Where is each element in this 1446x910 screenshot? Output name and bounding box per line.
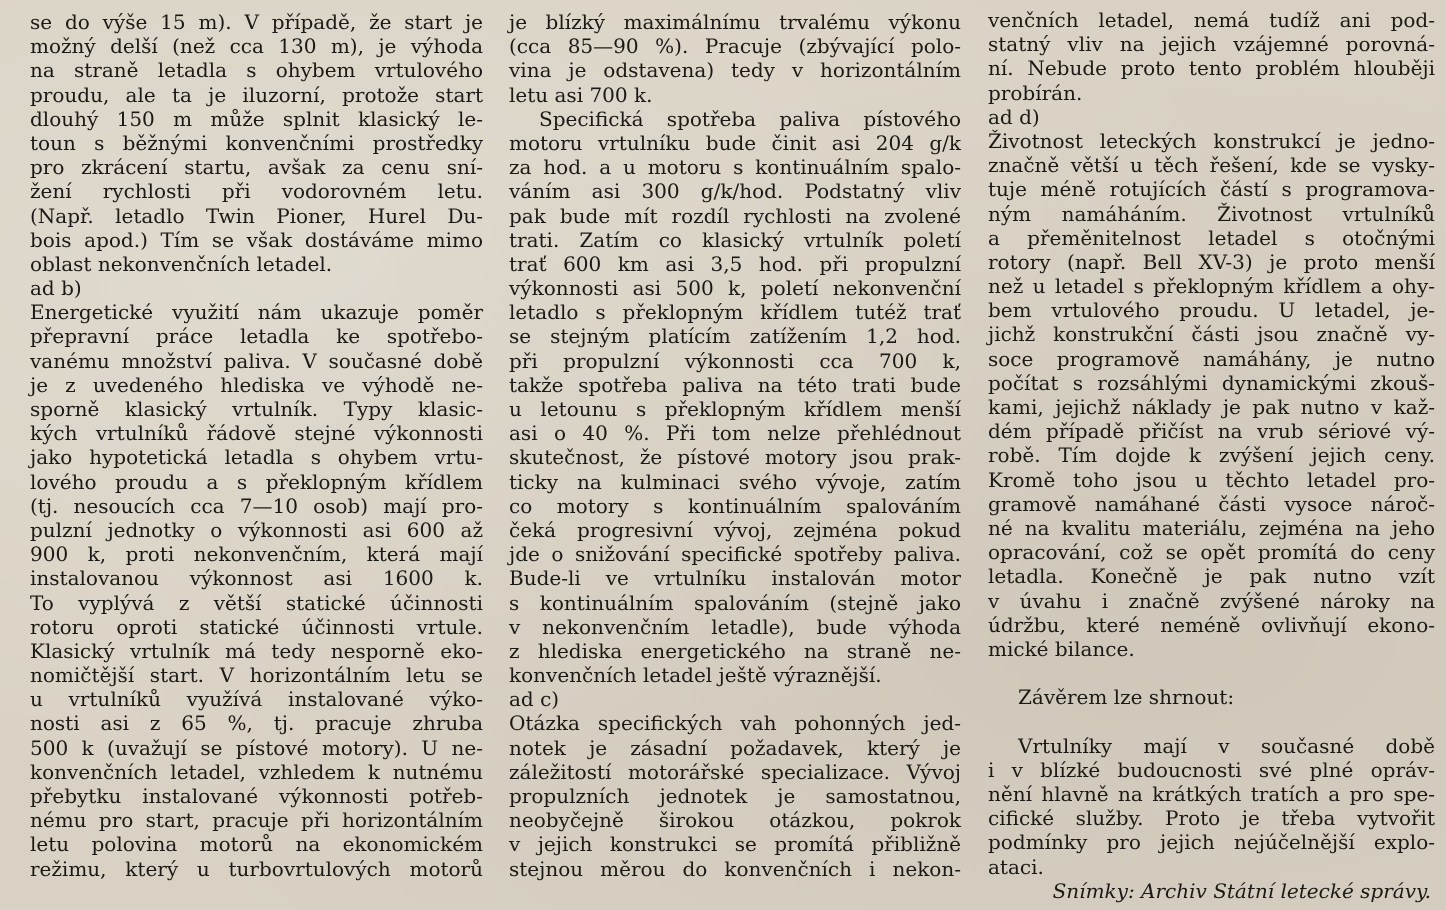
text-line: čeká progresivní vývoj, zejména pokud: [509, 517, 961, 542]
text-line: neobyčejně širokou otázkou, pokrok: [509, 808, 961, 833]
text-line: konvenčních letadel ještě výraznější.: [509, 663, 882, 688]
text-line: ataci.: [988, 854, 1044, 879]
text-line: propulzních jednotek je samostatnou,: [509, 784, 961, 808]
text-line: váním asi 300 g/k/hod. Podstatný vliv: [509, 179, 961, 204]
text-line: lového proudu a s překlopným křídlem: [30, 469, 483, 494]
text-line: Bude-li ve vrtulníku instalován motor: [509, 566, 961, 591]
text-line: né na kvalitu materiálu, zejména na jeho: [988, 515, 1435, 540]
text-line: tuje méně rotujících částí s programova-: [988, 177, 1435, 202]
text-line: rotoru oproti statické účinnosti vrtule.: [30, 614, 483, 639]
text-line: nosti asi z 65 %, tj. pracuje zhruba: [30, 711, 483, 736]
text-line: se stejným platícím zatížením 1,2 hod.: [509, 324, 961, 349]
text-line: jde o snižování specifické spotřeby paliva.: [509, 542, 961, 567]
text-line: z hlediska energetického na straně ne-: [509, 638, 961, 663]
text-line: ad d): [988, 104, 1040, 129]
text-line: je z uvedeného hlediska ve výhodě ne-: [30, 372, 483, 397]
text-line: To vyplývá z větší statické účinnosti: [30, 590, 483, 615]
text-line: vanému množství paliva. V současné době: [30, 348, 483, 373]
text-line: vina je odstavena) tedy v horizontálním: [509, 58, 961, 83]
text-line: sporně klasický vrtulník. Typy klasic-: [30, 397, 483, 421]
text-line: na straně letadla s ohybem vrtulového: [30, 58, 483, 83]
text-line: letadlo s překlopným křídlem tutéž trať: [509, 300, 961, 325]
text-line: ad c): [509, 687, 560, 712]
text-line: Závěrem lze shrnout:: [1018, 685, 1235, 710]
text-line: výkonnosti asi 500 k, poletí nekonvenční: [509, 276, 961, 301]
text-line: letadla. Konečně je pak nutno vzít: [988, 564, 1435, 589]
text-line: takže spotřeba paliva na této trati bude: [509, 372, 961, 397]
text-line: Specifická spotřeba paliva pístového: [539, 106, 961, 131]
text-line: za hod. a u motoru s kontinuálním spalo-: [509, 155, 961, 180]
text-line: při propulzní výkonnosti cca 700 k,: [509, 348, 961, 373]
text-line: soce programově namáhány, je nutno: [988, 346, 1435, 371]
text-line: letu asi 700 k.: [509, 82, 653, 107]
text-line: instalovanou výkonnost asi 1600 k.: [30, 566, 483, 591]
text-line: asi o 40 %. Při tom nelze přehlédnout: [509, 421, 961, 446]
text-line: údržbu, které neméně ovlivňují ekono-: [988, 612, 1435, 637]
text-line: pro zkrácení startu, avšak za cenu sní-: [30, 155, 483, 180]
text-line: pak bude mít rozdíl rychlosti na zvolené: [509, 203, 961, 228]
text-line: Energetické využití nám ukazuje poměr: [30, 300, 483, 325]
text-line: konvenčních letadel, vzhledem k nutnému: [30, 759, 483, 784]
text-line: cifické služby. Proto je třeba vytvořit: [988, 806, 1435, 831]
paragraph-gap: [988, 661, 1435, 685]
text-line: v úvahu i značně zvýšené nároky na: [988, 588, 1435, 613]
text-line: trati. Zatím co klasický vrtulník poletí: [509, 227, 961, 252]
text-line: (cca 85—90 %). Pracuje (zbývající polo-: [509, 34, 961, 59]
text-line: (Např. letadlo Twin Pioner, Hurel Du-: [30, 203, 483, 228]
text-line: ní. Nebude proto tento problém hlouběji: [988, 56, 1435, 81]
text-line: Kromě toho jsou u těchto letadel pro-: [988, 467, 1435, 492]
text-line: statný vliv na jejich vzájemné porovná-: [988, 32, 1435, 57]
text-line: oblast nekonvenčních letadel.: [30, 251, 333, 276]
text-line: žení rychlosti při vodorovném letu.: [30, 179, 483, 204]
text-line: u vrtulníků využívá instalované výko-: [30, 687, 483, 712]
text-line: ným namáháním. Životnost vrtulníků: [988, 201, 1435, 226]
text-line: i v blízké budoucnosti své plné opráv-: [988, 757, 1435, 782]
text-line: jako hypotetická letadla s ohybem vrtu-: [30, 445, 483, 470]
text-line: motoru vrtulníku bude činit asi 204 g/k: [509, 130, 961, 155]
photo-credit: Snímky: Archiv Státní letecké správy.: [1052, 878, 1431, 903]
text-line: značně větší u těch řešení, kde se vysky-: [988, 153, 1435, 178]
text-line: přebytku instalované výkonnosti potřeb-: [30, 784, 483, 808]
text-line: robě. Tím dojde k zvýšení jejich ceny.: [988, 443, 1435, 468]
text-line: 900 k, proti nekonvenčním, která mají: [30, 542, 483, 567]
text-line: mické bilance.: [988, 636, 1135, 661]
text-line: ad b): [30, 276, 82, 301]
text-line: záležitostí motorářské specializace. Vývoj: [509, 759, 961, 784]
text-line: u letounu s překlopným křídlem menší: [509, 397, 961, 421]
text-line: bois apod.) Tím se však dostáváme mimo: [30, 227, 483, 252]
text-line: stejnou měrou do konvenčních i nekon-: [509, 856, 961, 881]
text-line: probírán.: [988, 80, 1083, 105]
text-line: rotory (např. Bell XV-3) je proto menší: [988, 249, 1435, 274]
text-line: podmínky pro jejich nejúčelnější explo-: [988, 830, 1435, 855]
text-line: je blízký maximálnímu trvalému výkonu: [509, 10, 961, 34]
text-line: možný delší (než cca 130 m), je výhoda: [30, 34, 483, 59]
text-line: Otázka specifických vah pohonných jed-: [509, 711, 961, 736]
text-line: skutečnost, že pístové motory jsou prak-: [509, 445, 961, 470]
text-line: letu polovina motorů na ekonomickém: [30, 832, 483, 857]
text-line: nému pro start, pracuje při horizontálním: [30, 808, 483, 833]
text-line: notek je zásadní požadavek, který je: [509, 735, 961, 760]
text-line: opracování, což se opět promítá do ceny: [988, 540, 1435, 565]
text-line: režimu, který u turbovrtulových motorů: [30, 856, 483, 881]
text-line: kami, jejichž náklady je pak nutno v kaž-: [988, 395, 1435, 419]
text-line: kých vrtulníků řádově stejné výkonnosti: [30, 421, 483, 446]
text-line: dlouhý 150 m může splnit klasický le-: [30, 106, 483, 131]
text-line: počítat s rozsáhlými dynamickými zkouš-: [988, 370, 1435, 395]
text-line: než u letadel s překlopným křídlem a ohy-: [988, 274, 1435, 299]
text-line: dém případě přičíst na vrub sériové vý-: [988, 419, 1435, 444]
text-line: a přeměnitelnost letadel s otočnými: [988, 225, 1435, 250]
text-line: trať 600 km asi 3,5 hod. při propulzní: [509, 251, 961, 276]
text-column-2: [509, 10, 961, 881]
text-line: Klasický vrtulník má tedy nesporně eko-: [30, 638, 483, 663]
text-line: Životnost leteckých konstrukcí je jedno-: [988, 128, 1435, 153]
text-column-1: [30, 10, 483, 881]
text-line: gramově namáhané části vysoce nároč-: [988, 491, 1435, 516]
text-line: nomičtější start. V horizontálním letu se: [30, 663, 483, 688]
text-line: 500 k (uvažují se pístové motory). U ne-: [30, 735, 483, 760]
text-line: proudu, ale ta je iluzorní, protože start: [30, 82, 483, 107]
text-line: pulzní jednotky o výkonnosti asi 600 až: [30, 517, 483, 542]
text-column-3: [988, 8, 1435, 903]
text-line: v nekonvenčním letadle), bude výhoda: [509, 614, 961, 639]
text-line: nění hlavně na krátkých tratích a pro spe-: [988, 782, 1435, 806]
text-line: bem vrtulového proudu. U letadel, je-: [988, 298, 1435, 323]
text-line: (tj. nesoucích cca 7—10 osob) mají pro-: [30, 493, 483, 518]
text-line: ticky na kulminaci svého vývoje, zatím: [509, 469, 961, 494]
paragraph-gap: [988, 709, 1435, 733]
text-line: jichž konstrukční části jsou značně vy-: [988, 322, 1435, 347]
text-line: co motory s kontinuálním spalováním: [509, 493, 961, 518]
text-line: se do výše 15 m). V případě, že start je: [30, 10, 483, 34]
text-line: venčních letadel, nemá tudíž ani pod-: [988, 8, 1435, 32]
text-line: v jejich konstrukci se promítá přibližně: [509, 832, 961, 857]
text-line: toun s běžnými konvenčními prostředky: [30, 130, 483, 155]
text-line: Vrtulníky mají v současné době: [1018, 733, 1435, 758]
text-line: přepravní práce letadla ke spotřebo-: [30, 324, 483, 349]
text-line: s kontinuálním spalováním (stejně jako: [509, 590, 961, 615]
